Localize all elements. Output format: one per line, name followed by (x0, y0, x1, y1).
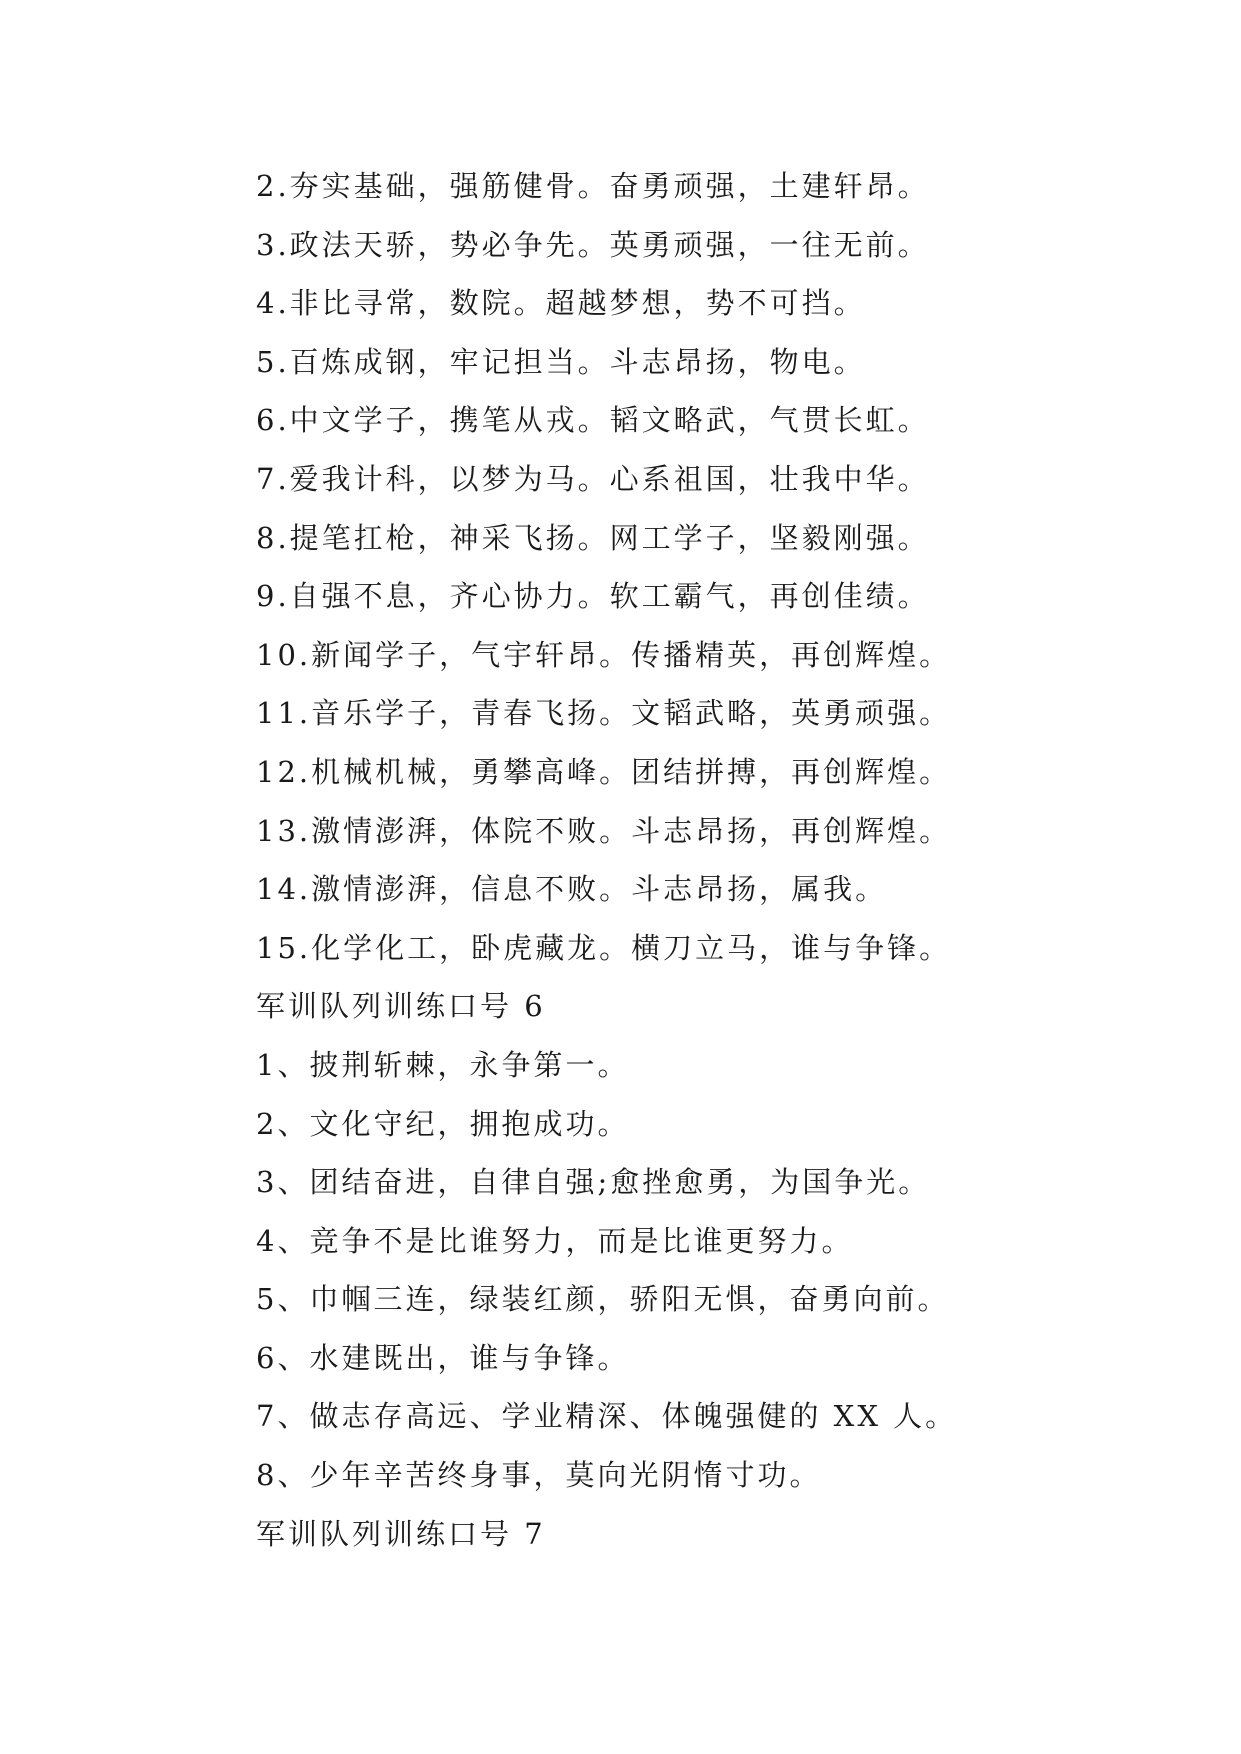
slogan-line: 6、水建既出，谁与争锋。 (256, 1340, 630, 1375)
slogan-line: 14.激情澎湃，信息不败。斗志昂扬，属我。 (256, 872, 888, 907)
slogan-line: 5、巾帼三连，绿装红颜，骄阳无惧，奋勇向前。 (256, 1282, 950, 1317)
slogan-line: 4.非比寻常，数院。超越梦想，势不可挡。 (256, 286, 866, 321)
slogan-line: 2.夯实基础，强筋健骨。奋勇顽强，土建轩昂。 (256, 169, 930, 203)
slogan-line: 3、团结奋进，自律自强;愈挫愈勇，为国争光。 (256, 1165, 931, 1200)
slogan-line: 8.提笔扛枪，神采飞扬。网工学子，坚毅刚强。 (256, 520, 930, 555)
slogan-line: 7.爱我计科，以梦为马。心系祖国，壮我中华。 (256, 461, 930, 496)
slogan-line: 8、少年辛苦终身事，莫向光阴惰寸功。 (256, 1458, 822, 1493)
slogan-line: 7、做志存高远、学业精深、体魄强健的 XX 人。 (256, 1399, 958, 1434)
document-body (256, 157, 1016, 1563)
slogan-line: 5.百炼成钢，牢记担当。斗志昂扬，物电。 (256, 344, 866, 379)
section-heading: 军训队列训练口号 7 (256, 1516, 546, 1551)
slogan-line: 13.激情澎湃，体院不败。斗志昂扬，再创辉煌。 (256, 813, 952, 848)
slogan-line: 9.自强不息，齐心协力。软工霸气，再创佳绩。 (256, 579, 930, 614)
section-heading: 军训队列训练口号 6 (256, 989, 546, 1024)
slogan-line: 12.机械机械，勇攀高峰。团结拼搏，再创辉煌。 (256, 754, 952, 789)
slogan-line: 15.化学化工，卧虎藏龙。横刀立马，谁与争锋。 (256, 930, 952, 965)
slogan-line: 11.音乐学子，青春飞扬。文韬武略，英勇顽强。 (256, 696, 952, 731)
slogan-line: 3.政法天骄，势必争先。英勇顽强，一往无前。 (256, 227, 930, 262)
slogan-line: 2、文化守纪，拥抱成功。 (256, 1106, 630, 1141)
slogan-line: 6.中文学子，携笔从戎。韬文略武，气贯长虹。 (256, 403, 930, 438)
slogan-line: 4、竞争不是比谁努力，而是比谁更努力。 (256, 1223, 854, 1258)
slogan-line: 1、披荆斩棘，永争第一。 (256, 1047, 630, 1082)
slogan-line: 10.新闻学子，气宇轩昂。传播精英，再创辉煌。 (256, 637, 952, 672)
